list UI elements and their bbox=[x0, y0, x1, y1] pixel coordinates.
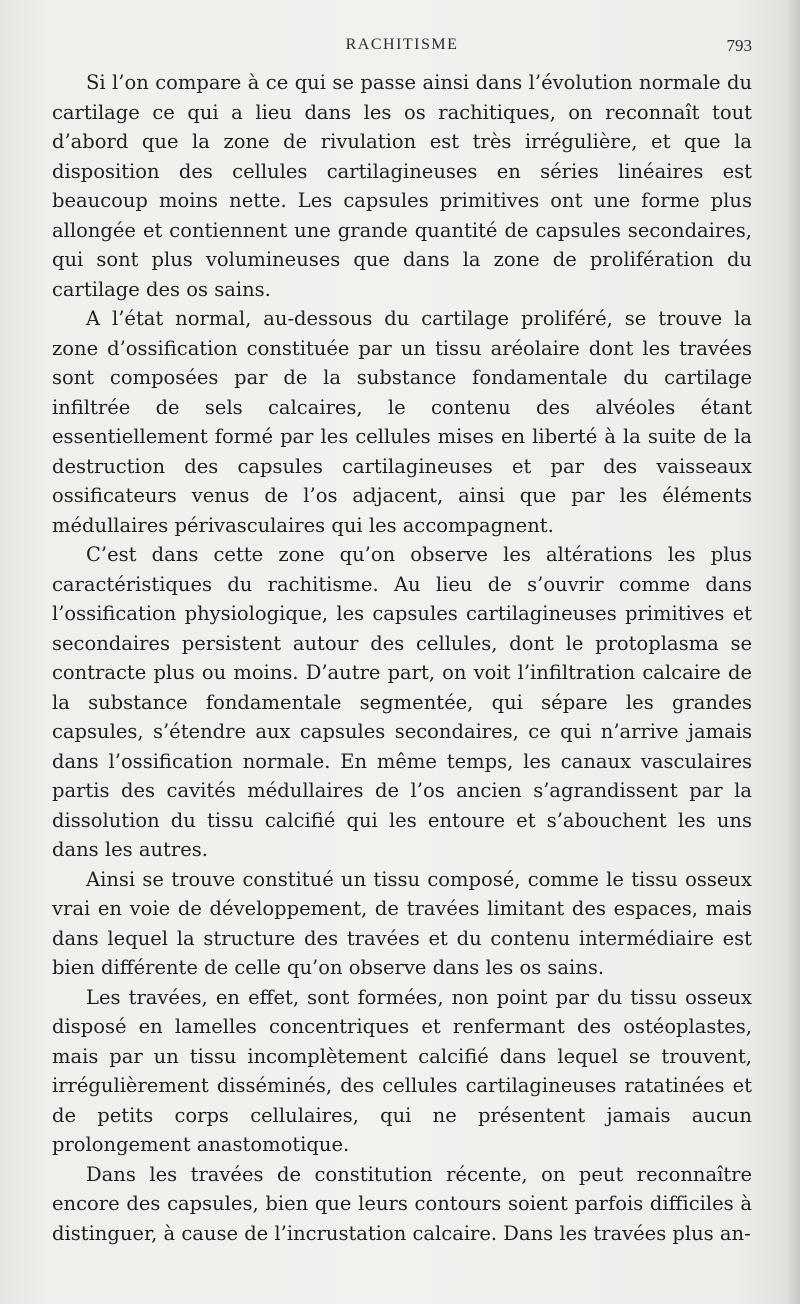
page-number: 793 bbox=[726, 36, 752, 55]
paragraph-6: Dans les travées de constitution récente, on peut reconnaître encore des capsules, bien que leurs contours soient parfois difficiles à distinguer, à cause de l’incrustation calcaire. Dans les travées plus an- bbox=[52, 1162, 752, 1245]
body-text bbox=[52, 68, 752, 1248]
page-edge-shadow bbox=[786, 0, 800, 1304]
paragraph-4: Ainsi se trouve constitué un tissu composé, comme le tissu osseux vrai en voie de développement, de travées limitant des espaces, mais dans lequel la structure des travées et du contenu intermédiaire est bien différente de celle qu’on observe dans les os sains. bbox=[52, 867, 752, 979]
paragraph-1: Si l’on compare à ce qui se passe ainsi dans l’évolution normale du cartilage ce qui a lieu dans les os rachitiques, on reconnaît tout d’abord que la zone de rivulation est très irrégulière, et que la disposition des cellules cartilagineuses en séries linéaires est beaucoup moins nette. Les capsules primitives ont une forme plus allongée et contiennent une grande quantité de capsules secondaires, qui sont plus volumineuses que dans la zone de prolifération du cartilage des os sains. bbox=[52, 71, 752, 301]
running-header bbox=[52, 36, 752, 58]
running-title: RACHITISME bbox=[345, 36, 459, 53]
paragraph-2: A l’état normal, au-dessous du cartilage proliféré, se trouve la zone d’ossification constituée par un tissu aréolaire dont les travées sont composées par de la substance fondamentale du cartilage infiltrée de sels calcaires, le contenu des alvéoles étant essentiellement formé par les cellules mises en liberté à la suite de la destruction des capsules cartilagineuses et par des vaisseaux ossificateurs venus de l’os adjacent, ainsi que par les éléments médullaires périvasculaires qui les accompagnent. bbox=[52, 307, 752, 537]
paragraph-3: C’est dans cette zone qu’on observe les altérations les plus caractéristiques du rachitisme. Au lieu de s’ouvrir comme dans l’ossification physiologique, les capsules cartilagineuses primitives et secondaires persistent autour des cellules, dont le protoplasma se contracte plus ou moins. D’autre part, on voit l’infiltration calcaire de la substance fondamentale segmentée, qui sépare les grandes capsules, s’étendre aux capsules secondaires, ce qui n’arrive jamais dans l’ossification normale. En même temps, les canaux vasculaires partis des cavités médullaires de l’os ancien s’agrandissent par la dissolution du tissu calcifié qui les entoure et s’abouchent les uns dans les autres. bbox=[52, 543, 752, 861]
paragraph-5: Les travées, en effet, sont formées, non point par du tissu osseux disposé en lamelles concentriques et renfermant des ostéoplastes, mais par un tissu incomplètement calcifié dans lequel se trouvent, irrégulièrement disséminés, des cellules cartilagineuses ratatinées et de petits corps cellulaires, qui ne présentent jamais aucun prolongement anastomotique. bbox=[52, 985, 752, 1156]
